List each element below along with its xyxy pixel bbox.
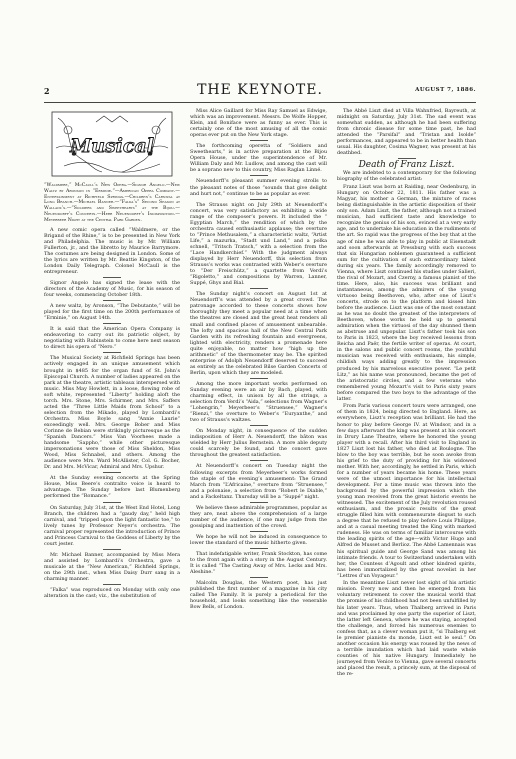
page-header [44, 82, 476, 103]
article-paragraph: Mr. Michael Banner, accompanied by Miss Mera and assisted by Lombardi’s Orchestra, gave a musicale at the “New American,” Richfield Springs, on the 29th inst., when Miss Daisy Durr sang in a charming manner. [44, 551, 180, 583]
article-paragraph: We hope he will not be induced in consequence to lower the standard of the music hitherto given. [190, 533, 327, 546]
musical-banner-illustration [44, 108, 180, 180]
article-paragraph: A new waltz, by Aronson, “The Debutante,” will be played for the first time on the 200th performance of “Erminie,” on August 14th. [44, 303, 180, 322]
paragraph-divider [250, 199, 268, 200]
article-paragraph: The Musical Society at Richfield Springs has been actively engaged in an unique amusement which brought in $485 for the organ fund of St. John’s Episcopal Church. A number of ladies appeared on the park at the theatre, artistic tableaux interspersed with music. Miss May Howlett, in a loose, flowing robe of soft white, represented “Liberty” holding aloft the torch. Mrs. Stone, Mrs. Schirmer, and Mrs. Saffers acted the “Three Little Maids from School” to a selection from the Mikado, played by Lombardi’s Orchestra. Miss Boyle sang “Annie Laurie” exceedingly well. Mrs. George Bober and Miss Corinne de Bebian were strikingly picturesque as the “Spanish Dancers.” Miss Van Voorhees made a handsome “Sappho,” while other picturesque impersonations were those of Miss Sheldon, Miss Wood, Miss Schnabel, and others. Among the audience were Mrs. Ward McAllister, Col. G. Bocher, Dr. and Mrs. McVicar, Admiral and Mrs. Upshur. [44, 355, 180, 471]
article-paragraph: From Paris various concert tours were arranged, one of them in 1824, being directed to England. Here, as everywhere, Liszt’s reception was brilliant. He had the honor to play before George IV. at Windsor, and in a few days afterward the king was present at his concert in Drury Lane Theatre, where he honored the young player with a recall. After his third visit to England in 1827 Liszt lost his father, who died at Boulogne. The blow to the boy was terrible, but he soon awoke from his grief to the duty of providing for his widowed mother. With her, accordingly, he settled in Paris, which for a number of years became his home. These years were of the utmost importance for his intellectual development. For a time music was thrown into the background by the powerful impression which the young man received from the great historic events he witnessed. The excitement of the July revolution roused enthusiasm, and the prosaic results of the great struggle filled him with commensurate disgust to such a degree that he refused to play before Louis Philippe, and at a casual meeting treated the King with marked rudeness. He was on terms of familiar intercourse with the leading spirits of the age—with Victor Hugo and Alfred de Musset and Berlioz. The Abbé Lamennais was his spiritual guide and George Sand was among his intimate friends. A tour to Switzerland undertaken with her, the Countess d’Agoult and other kindred spirits, has been immortalized by the great novelist in her “Lettres d’un Voyageur.” [337, 403, 476, 579]
article-paragraph: We are indebted to a contemporary for the following biography of the celebrated artist: [337, 170, 476, 183]
article-paragraph: At Neuendorff’s concert on Tuesday night the following excerpts from Meyerbeer’s works formed the staple of the evening’s amusement: The Grand March from “L’Africaine,” overture from “Struensee,” and a polonaise, a selection from “Robert le Diable,” and a Fackeltanz. Thursday will be a “Suppé” night. [190, 463, 327, 500]
article-paragraph: At the Sunday evening concerts at the Spring House, Miss Beere’s contralto voice is heard to advantage. The Sunday before last Blumenberg performed the “Romance.” [44, 475, 180, 500]
paragraph-divider [250, 140, 268, 141]
article-paragraph: The forthcoming operetta of “Soldiers and Sweethearts,” is in active preparation at the Bijou Opera House, under the superintendence of Mr. William Daly and Mr. Ludlow, and among the cast will be a soprano new to this country, Miss Raglan Linné. [190, 143, 327, 174]
paragraph-divider [103, 277, 121, 278]
column-2 [190, 108, 327, 748]
article-paragraph: The Sunday night’s concert on August 1st at Neuendorff’s was attended by a great crowd. The patronage accorded to these concerts shows how thoroughly they meet a popular need at a time when the theatres are closed and the great heat renders all small and confined places of amusement unbearable. The lofty and spacious hall of the New Central Park Garden with its refreshing fountain and evergreens, lighted with electricity, renders a promenade here quite enjoyable, no matter how “high up the arithmetic” of the thermometer may be. The spirited enterprise of Adolph Neuendorff deserved to succeed as entirely as the celebrated Bilse Garden Concerts of Berlin, upon which they are modeled. [190, 291, 327, 376]
article-paragraph: Signor Angelo has signed the lease with the directors of the Academy of Music, for his season of four weeks, commencing October 18th. [44, 279, 180, 299]
paragraph-divider [250, 460, 268, 461]
article-paragraph: Neuendorff’s pleasant summer evening strolls to the pleasant notes of those “sounds that give delight and hurt not,” continue to be as popular as ever. [190, 178, 327, 197]
article-paragraph: On Monday night, in consequence of the sudden indisposition of Herr A. Neuendorff, the bâton was wielded by Herr Julius Bernstein. A more able deputy could scarcely be found, and the concert gave throughout the greatest satisfaction. [190, 428, 327, 459]
musical-banner [44, 108, 180, 180]
article-paragraph: Malcolm Douglas, the Western poet, has just published the first number of a magazine in his city called The Family. It is purely a periodical for the household, and looks something like the venerable Bow Bells, of London. [190, 580, 327, 611]
section-summary: “Waldmere,” McCaull’s New Opera.—Signor Angelo.—New Waltz by Aronson in “Erminie.”—American Opera Company.—Entertainment at Richfield Springs.—Children’s Carnival at Long Branch.—Michael Banner.—“Falka’s” Second Season at Wallack’s.—“Soldiers and Sweethearts” at the Bijou.—Neuendorff’s Concerts.—Herr Neuendorff’s Indisposition.—Meyerbeer Night at the Central Park Garden. [44, 183, 180, 223]
article-paragraph: It is said that the American Opera Company is endeavoring to carry out its patriotic object, by negotiating with Rubinstein to come here next season to direct his opera of “Nero.” [44, 326, 180, 351]
paragraph-divider [250, 175, 268, 176]
paragraph-divider [250, 548, 268, 549]
paragraph-divider [250, 502, 268, 503]
liszt-intro: The Abbé Liszt died at Villa Wahnfried, Bayreuth, at midnight on Saturday, July 31st. The sad event was somewhat sudden, as although he had been suffering from chronic disease for some time past, he had attended the “Parsifal” and “Tristan and Isolde” performances, and appeared to be in better health than usual. His daughter, Cosima Wagner, was present at his deathbed. [337, 108, 476, 157]
paragraph-divider [103, 584, 121, 585]
paragraph-divider [103, 472, 121, 473]
banner-title: Musical [70, 135, 154, 157]
article-paragraph: The Strauss night on July 29th at Neuendorff’s concert, was very satisfactory as exhibiting a wide range of the composer’s powers. It included the “ Egyptian March,” the rendition of which by the orchestra caused enthusiastic applause; the overture to “Prince Methusalem,” a characteristic waltz, “Artist Life,” a mazurka, “Stadt und Land,” and a polka schnell, “Tritsch Tratsch,” with a selection from the “Lace Handkerchief.” With the judgment always displayed by Herr Neuendorff, this selection from Strauss’s works was contrasted with Weber’s overture to “Der Freischütz,” a quartette from Verdi’s “Rigoletto,” and compositions by Warren, Lanner, Suppé, Ghys and Bial. [190, 201, 327, 287]
column-3 [337, 108, 476, 748]
article-title: Death of Franz Liszt. [358, 160, 455, 171]
paragraph-divider [103, 300, 121, 301]
page-number: 2 [44, 86, 50, 96]
column-1 [44, 108, 180, 748]
issue-date: AUGUST 7, 1886. [415, 87, 476, 93]
column-1-articles [44, 227, 180, 600]
paragraph-divider [250, 531, 268, 532]
section-divider [398, 158, 416, 159]
article-paragraph: On Saturday, July 31st, at the West End Hotel, Long Branch, the children had a “gaudy day,” held high carnival, and “tripped upon the light fantastic toe,” to lively tunes by Professor Neyer’s orchestra. The carnival proper represented the introduction of Prince and Princess Carnival to the Goddess of Liberty by the court jester. [44, 504, 180, 547]
paragraph-divider [103, 502, 121, 503]
article-paragraph: We believe these admirable programmes, popular as they are, neat above the comprehension of a large number of the audience, if one may judge from the gossiping and inattention of the crowd. [190, 504, 327, 529]
paragraph-divider [103, 352, 121, 353]
article-paragraph: Franz Liszt was born at Raiding, near Oedenburg, in Hungary on October 22, 1811. His father was a Magyar, his mother a German, the mixture of races being distinguishable in the artistic disposition of their only son. Adam Liszt, the father, although not a trained musician, had sufficient taste and knowledge to recognize the genius of his son, evinced at a very early age, and to undertake his education in the rudiments of the art. So rapid was the progress of the boy that at the age of nine he was able to play in public at Eisenstadt and soon afterwards at Pressburg with such success that six Hungarian noblemen guaranteed a sufficient sum for the cultivation of such extraordinary talent during six years. The family accordingly removed to Vienna, where Liszt continued his studies under Salieri, the rival of Mozart, and Czerny, a famous pianist of the time. Here, also, his success was brilliant and instantaneous, among the admirers of the young virtuoso being Beethoven, who, after one of Liszt’s concerts, strode on to the platform and kissed him before the audience. Liszt was one of the most constant as he was no doubt the greatest of the interpreters of Beethoven, whose works he held up to general admiration when the virtuosi of the day shunned them as abstruse and unpopular. Liszt’s father took his son to Paris in 1823, where the boy received lessons from Reicha and Paër, the fertile writer of operas. At court, in the salons and public concert rooms, the youthful musician was received with enthusiasm, his simple, childish ways adding greatly to the impression produced by his marvelous executive power. “Le petit Litz,” as his name was pronounced, became the pet of the aristocratic circles, and a few veterans who remembered young Mozart’s visit to Paris sixty years before compared the two boys to the advantage of the latter. [337, 184, 476, 402]
column-3-articles [337, 170, 476, 677]
article-paragraph: A new comic opera called “Waldmere, or the Brigand of the Rhine,” is to be presented in New York and Philadelphia. The music is by Mr. William Fullerton, jr., and the libretto by Maurice Barrymore. The costumes are being designed in London. Some of the lyrics are written by Mr. Beattie Kingston, of the London Daily Telegraph. Colonel McCaull is the entrepreneur. [44, 226, 180, 275]
paragraph-divider [250, 378, 268, 379]
paragraph-divider [250, 577, 268, 578]
paragraph-divider [250, 288, 268, 289]
masthead: THE KEYNOTE. [197, 82, 323, 98]
article-paragraph: In the meantime Liszt never lost sight of his artistic mission. Every now and then he emerged from his voluntary retirement to cover the musical world that the promise of his childhood had not been unfulfilled by his later years. Thus, when Thalberg arrived in Paris and was proclaimed by one party the superior of Liszt, the latter left Geneva, where he was staying, accepted the challenge, and forced his numerous enemies to confess that, as a clever woman put it, “si Thalberg est le premier pianiste du monde, Liszt est le seul.” On another occasion his energy was roused by the news of a terrible inundation which had laid waste whole counties of his native Hungary. Immediately he journeyed from Venice to Vienna, gave several concerts and placed the result, a princely sum, at the disposal of the re- [337, 580, 476, 678]
article-paragraph: Among the more important works performed on Sunday evening were an air by Bach, played, with charming effect, in unison by all the strings, a selection from Verdi’s “Aida,” selections from Wagner’s “Lohengrin,” Meyerbeer’s “Struensee,” Wagner’s “Rienzi,” the overture to Weber’s “Euryanthe,” and two of Strauss’s waltzes. [190, 380, 327, 424]
paragraph-divider [103, 323, 121, 324]
article-paragraph: “Falka” was reproduced on Monday with only one alteration in the cast; viz., the substitution of [44, 587, 180, 600]
paragraph-divider [250, 425, 268, 426]
paragraph-divider [103, 549, 121, 550]
article-paragraph: Miss Alice Gaillard for Miss Ray Samuel as Edwige, which was an improvement. Messrs. De Wolfe Hopper, Klein, and Boniface were as funny as ever. This is certainly one of the most amusing of all the comic operas ever put on the New York stage. [190, 108, 327, 139]
column-2-articles [190, 108, 327, 610]
article-paragraph: That indefatigable writer, Frank Stockton, has come to the front again with a story in the August Century. It is called “The Casting Away of Mrs. Lecks and Mrs. Aleshine.” [190, 551, 327, 576]
